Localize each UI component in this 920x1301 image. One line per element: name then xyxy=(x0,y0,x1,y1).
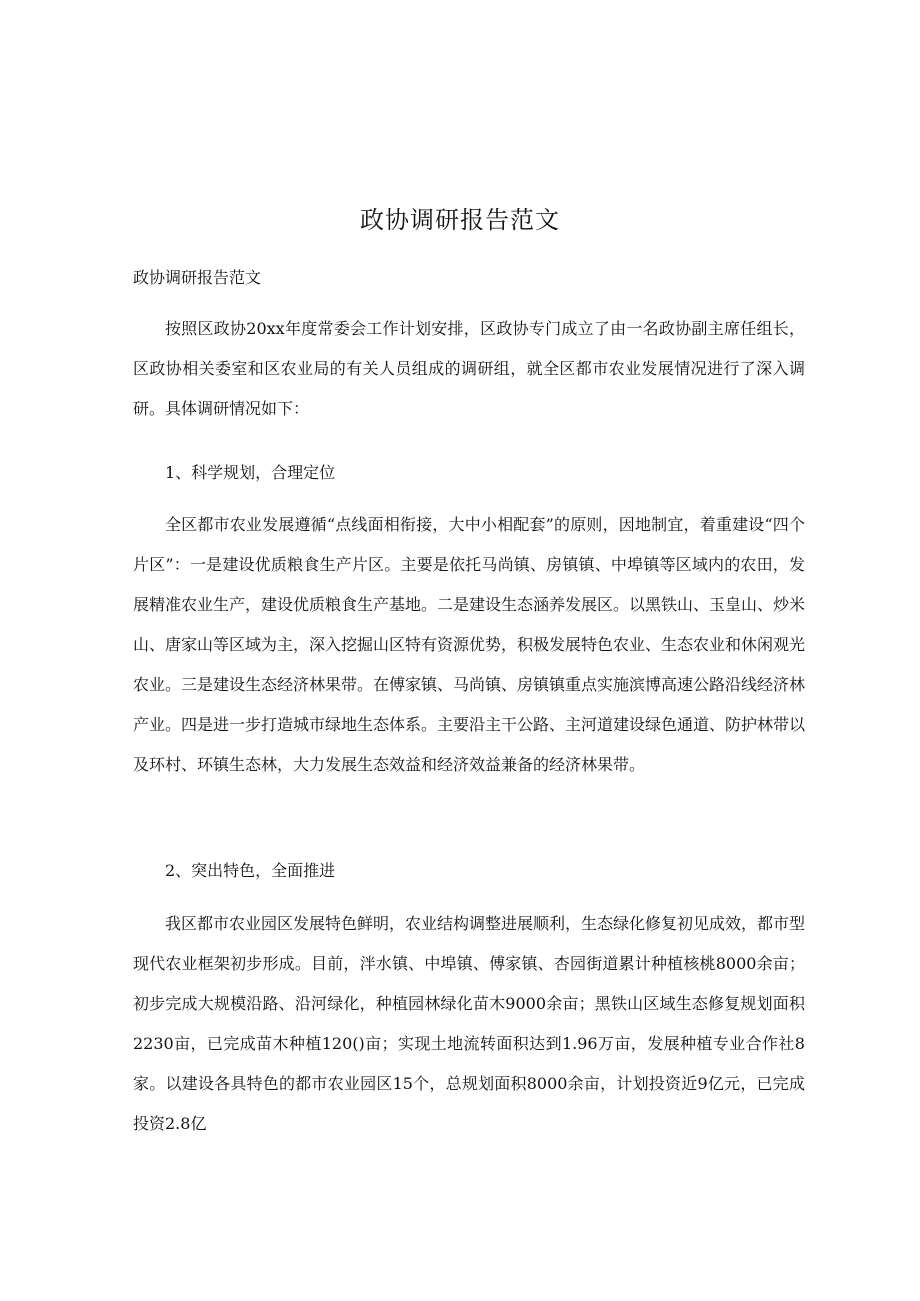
document-title: 政协调研报告范文 xyxy=(360,206,560,234)
section-heading: 2、突出特色，全面推进 xyxy=(165,861,336,880)
section-paragraph: 我区都市农业园区发展特色鲜明，农业结构调整进展顺利，生态绿化修复初见成效，都市型现代农业框架初步形成。目前，泮水镇、中埠镇、傅家镇、杏园街道累计种植核桃8000余亩；初步完成大规模沿路、沿河绿化，种植园林绿化苗木9000余亩；黑铁山区域生态修复规划面积2230亩，已完成苗木种植120()亩；实现土地流转面积达到1.96万亩，发展种植专业合作社8家。以建设各具特色的都市农业园区15个，总规划面积8000余亩，计划投资近9亿元，已完成投资2.8亿 xyxy=(133,914,806,1133)
section-paragraph: 全区都市农业发展遵循“点线面相衔接，大中小相配套”的原则，因地制宜，着重建设“四个片区”：一是建设优质粮食生产片区。主要是依托马尚镇、房镇镇、中埠镇等区域内的农田，发展精准农业生产，建设优质粮食生产基地。二是建设生态涵养发展区。以黑铁山、玉皇山、炒米山、唐家山等区域为主，深入挖掘山区特有资源优势，积极发展特色农业、生态农业和休闲观光农业。三是建设生态经济林果带。在傅家镇、马尚镇、房镇镇重点实施滨博高速公路沿线经济林产业。四是进一步打造城市绿地生态体系。主要沿主干公路、主河道建设绿色通道、防护林带以及环村、环镇生态林，大力发展生态效益和经济效益兼备的经济林果带。 xyxy=(133,515,806,774)
intro-paragraph: 按照区政协20xx年度常委会工作计划安排，区政协专门成立了由一名政协副主席任组长，区政协相关委室和区农业局的有关人员组成的调研组，就全区都市农业发展情况进行了深入调研。具体调研情况如下： xyxy=(133,319,805,418)
document-subtitle: 政协调研报告范文 xyxy=(133,268,262,287)
section-heading: 1、科学规划，合理定位 xyxy=(165,463,336,482)
